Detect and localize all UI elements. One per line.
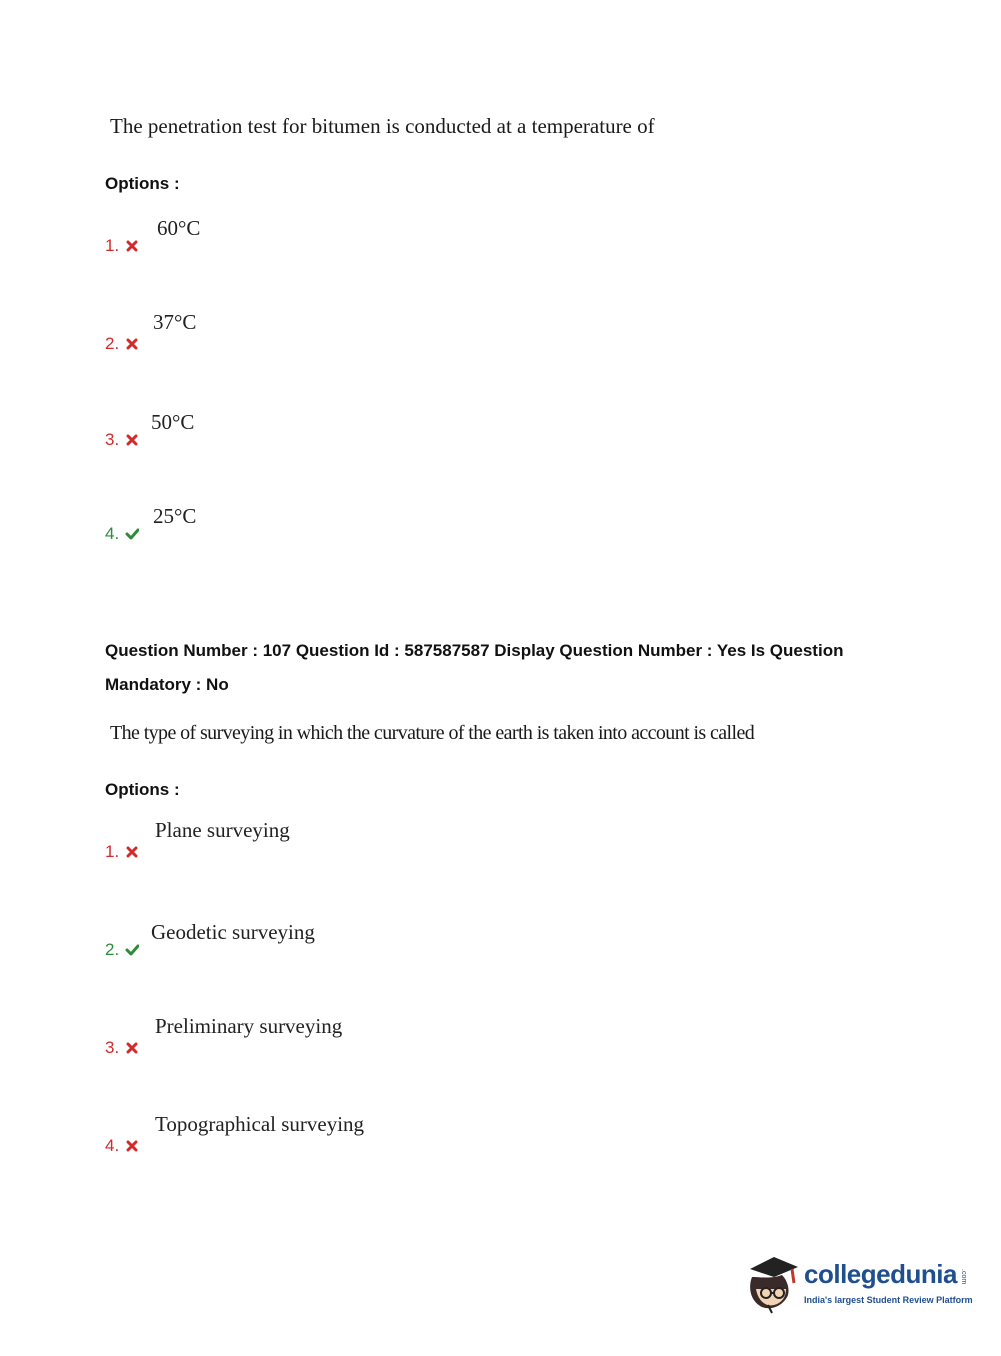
q2-option-2-text: Geodetic surveying [151,920,315,944]
mascot-icon [742,1249,802,1317]
q2-option-1-text: Plane surveying [155,818,290,842]
check-icon [125,527,139,541]
q1-option-1-marker [105,236,139,256]
cross-icon [125,1041,139,1055]
q1-option-4-text: 25°C [153,504,197,528]
logo-wordmark: collegedunia [804,1259,957,1289]
q2-option-4-text: Topographical surveying [155,1112,365,1136]
question-2-text: The type of surveying in which the curvature of the earth is taken into account is called [110,722,755,744]
q1-option-3-marker [105,430,139,450]
q2-option-1-marker [105,842,139,862]
q1-option-1-number: 1. [105,236,120,255]
question-1-options-label: Options : [105,174,180,193]
q2-option-3-number: 3. [105,1038,120,1057]
q2-option-3-text: Preliminary surveying [155,1014,343,1038]
question-2-meta: Question Number : 107 Question Id : 587587587 Display Question Number : Yes Is Question Mandatory : No [105,641,844,694]
q2-option-3-marker [105,1038,139,1058]
q2-option-2-number: 2. [105,940,120,959]
cross-icon [125,239,139,253]
q2-option-2-marker [105,940,139,960]
q1-option-4-marker [105,524,139,544]
q1-option-1-text: 60°C [157,216,201,240]
cross-icon [125,337,139,351]
collegedunia-logo [742,1249,972,1321]
q2-option-4-number: 4. [105,1136,120,1155]
q1-option-3-text: 50°C [151,410,195,434]
cross-icon [125,845,139,859]
q1-option-2-text: 37°C [153,310,197,334]
q1-option-2-marker [105,334,139,354]
logo-tagline: India's largest Student Review Platform [804,1295,973,1305]
q1-option-3-number: 3. [105,430,120,449]
question-1-text: The penetration test for bitumen is conducted at a temperature of [110,114,655,138]
question-2-options-label: Options : [105,780,180,799]
logo-suffix: .com [960,1269,967,1285]
q2-option-4-marker [105,1136,139,1156]
check-icon [125,943,139,957]
q1-option-2-number: 2. [105,334,120,353]
cross-icon [125,433,139,447]
q1-option-4-number: 4. [105,524,120,543]
q2-option-1-number: 1. [105,842,120,861]
cross-icon [125,1139,139,1153]
